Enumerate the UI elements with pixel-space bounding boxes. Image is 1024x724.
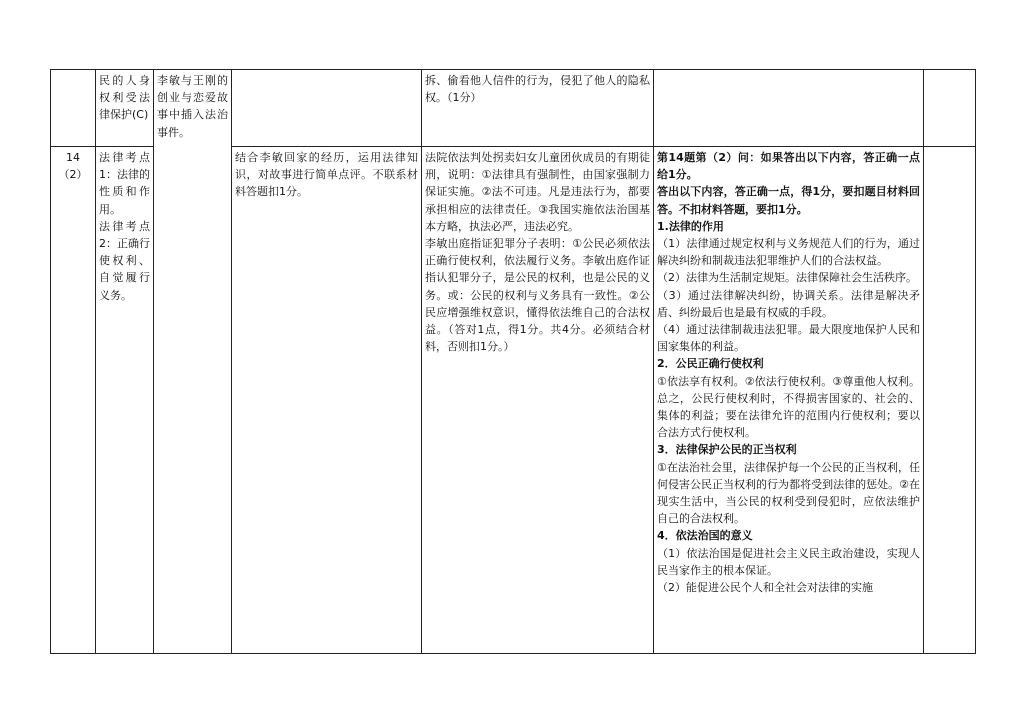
- cell-notes-empty: [654, 70, 924, 147]
- note-line: （1）法律通过规定权利与义务规范人们的行为，通过解决纠纷和制裁违法犯罪维护人们的合法权益。: [657, 237, 920, 268]
- note-line: （4）通过法律制裁违法犯罪。最大限度地保护人民和国家集体的利益。: [657, 323, 920, 354]
- cell-number-empty: [51, 70, 96, 147]
- note-heading: 3．法律保护公民的正当权利: [657, 443, 797, 457]
- note-line: 答出以下内容，答正确一点，得1分，要扣题目材料回答。不扣材料答题，要扣1分。: [657, 185, 920, 216]
- knowledge-point-2: 法律考点2：正确行使权利、自觉履行义务。: [99, 219, 150, 302]
- cell-scoring-notes: [654, 147, 924, 654]
- answer-paragraph-2: 李敏出庭指证犯罪分子表明：①公民必须依法正确行使权利，依法履行义务。李敏出庭作证指认犯罪分子，是公民的权利，也是公民的义务。或：公民的权利与义务具有一致性。②公民应增强维权意识，懂得依法维自己的合法权益。（答对1点，得1分。共4分。必须结合材料，否则扣1分。）: [425, 237, 650, 354]
- note-line: ①依法享有权利。②依法行使权利。③尊重他人权利。总之，公民行使权利时，不得损害国家的、社会的、集体的利益；要在法律允许的范围内行使权利；要以合法方式行使权利。: [657, 374, 920, 440]
- table-row-continued: [51, 70, 976, 147]
- note-line: （2）能促进公民个人和全社会对法律的实施: [657, 581, 873, 595]
- cell-requirement: 结合李敏回家的经历，运用法律知识，对故事进行简单点评。不联系材料答题扣1分。: [232, 147, 422, 654]
- cell-answer: [422, 147, 654, 654]
- note-line: （3）通过法律解决纠纷，协调关系。法律是解决矛盾、纠纷最后也是最有权威的手段。: [657, 288, 920, 319]
- question-number: 14: [66, 151, 80, 164]
- note-line: ①在法治社会里，法律保护每一个公民的正当权利，任何侵害公民正当权利的行为都将受到法律的惩处。②在现实生活中，当公民的权利受到侵犯时，应依法维护自己的合法权利。: [657, 460, 920, 526]
- question-sub: （2）: [58, 168, 88, 182]
- cell-knowledge-points: [96, 147, 154, 654]
- knowledge-point-1: 法律考点1：法律的性质和作用。: [99, 151, 150, 216]
- cell-answer-continued: 拆、偷看他人信件的行为，侵犯了他人的隐私权。（1分）: [422, 70, 654, 147]
- scoring-table: [50, 69, 976, 654]
- cell-requirement-empty: [232, 70, 422, 147]
- note-line: 第14题第（2）问：如果答出以下内容，答正确一点给1分。: [657, 151, 920, 182]
- cell-extra-empty: [924, 147, 976, 654]
- note-line: （1）依法治国是促进社会主义民主政治建设，实现人民当家作主的根本保证。: [657, 546, 920, 577]
- note-heading: 2．公民正确行使权利: [657, 357, 764, 371]
- note-heading: 1.法律的作用: [657, 219, 724, 233]
- cell-extra-empty: [924, 70, 976, 147]
- cell-question-number: [51, 147, 96, 654]
- note-heading: 4．依法治国的意义: [657, 529, 753, 543]
- answer-paragraph-1: 法院依法判处拐卖妇女儿童团伙成员的有期徒刑，说明：①法律具有强制性，由国家强制力保证实施。②法不可违。凡是违法行为，都要承担相应的法律责任。③我国实施依法治国基本方略，执法必严，违法必究。: [425, 151, 650, 233]
- cell-knowledge-point: 民的人身权利受法律保护(C): [96, 70, 154, 147]
- cell-material: 李敏与王刚的创业与恋爱故事中插入法治事件。: [154, 70, 232, 654]
- note-line: （2）法律为生活制定规矩。法律保障社会生活秩序。: [657, 271, 917, 285]
